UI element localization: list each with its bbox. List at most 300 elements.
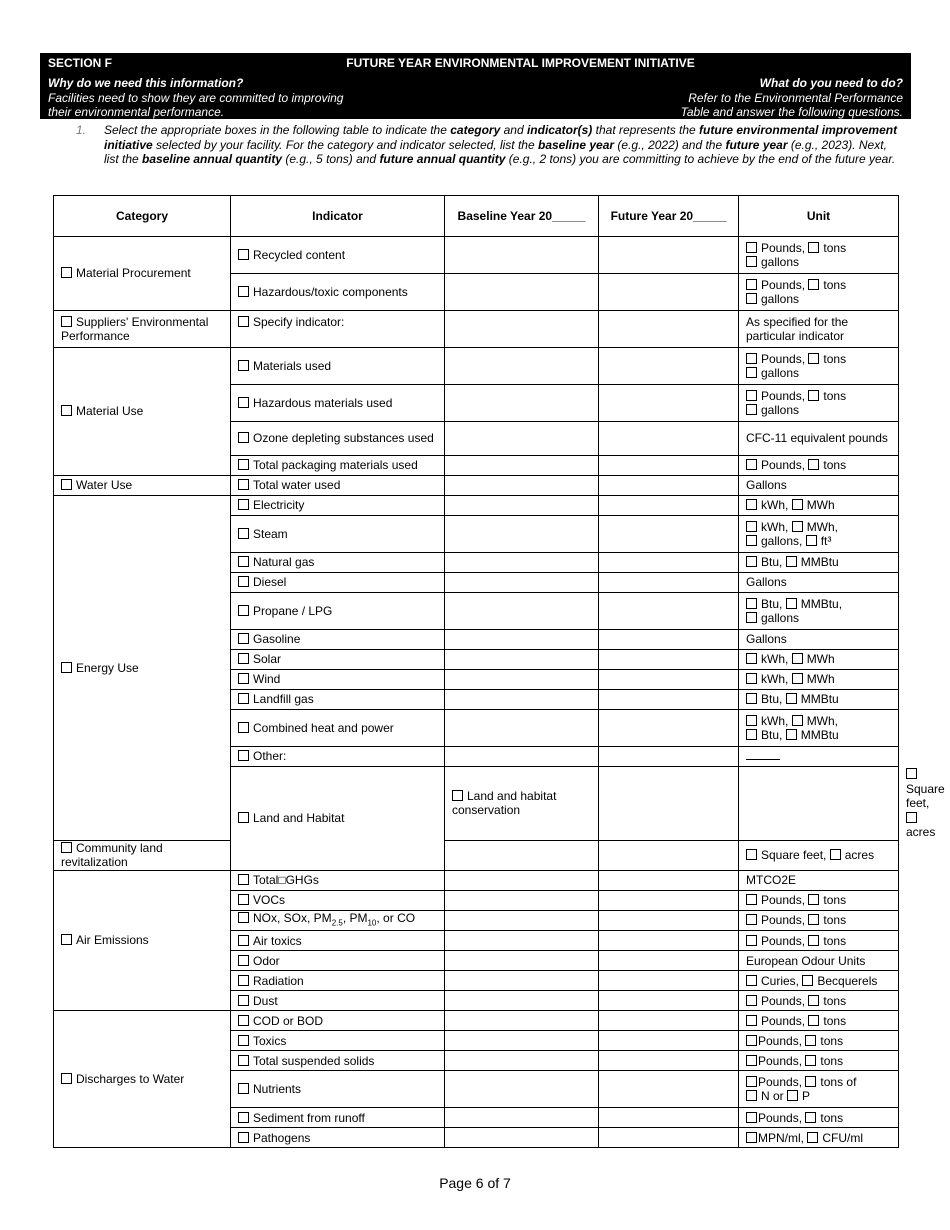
baseline-input-cell[interactable] <box>445 690 599 710</box>
future-input-cell[interactable] <box>599 274 739 311</box>
indicator-checkbox[interactable] <box>238 499 249 510</box>
indicator-label: Solar <box>253 652 282 667</box>
indicator-label: COD or BOD <box>253 1013 324 1028</box>
unit-checkbox[interactable] <box>746 693 757 704</box>
unit-checkbox[interactable] <box>746 1015 757 1026</box>
unit-label: kWh, <box>761 672 789 687</box>
indicator-label: , or CO <box>376 910 416 925</box>
category-label: Land and Habitat <box>253 811 345 825</box>
future-input-cell[interactable] <box>599 991 739 1011</box>
indicator-label: Pathogens <box>253 1130 311 1145</box>
indicator-label: Gasoline <box>253 632 301 647</box>
unit-cell <box>739 1031 899 1051</box>
future-input-cell[interactable] <box>599 670 739 690</box>
baseline-input-cell[interactable] <box>445 1108 599 1128</box>
indicator-checkbox[interactable] <box>238 316 249 327</box>
unit-cell <box>739 710 899 747</box>
unit-checkbox[interactable] <box>807 1132 818 1143</box>
indicator-label: Total□GHGs <box>253 872 319 887</box>
baseline-input-cell[interactable] <box>445 630 599 650</box>
indicator-label: Steam <box>253 526 288 541</box>
unit-cell: CFC-11 equivalent pounds <box>739 422 899 456</box>
indicator-checkbox[interactable] <box>238 955 249 966</box>
indicator-label: Diesel <box>253 575 287 590</box>
unit-label: tons <box>823 277 847 292</box>
table-header-row <box>54 196 899 237</box>
unit-checkbox[interactable] <box>746 612 757 623</box>
indicator-checkbox[interactable] <box>238 874 249 885</box>
col-header-baseline: Baseline Year 20_____ <box>445 196 599 237</box>
baseline-input-cell[interactable] <box>445 1031 599 1051</box>
category-checkbox[interactable] <box>61 479 72 490</box>
unit-cell: Gallons <box>739 476 899 496</box>
unit-label: MWh <box>806 672 835 687</box>
category-checkbox[interactable] <box>61 1073 72 1084</box>
unit-checkbox[interactable] <box>746 1090 757 1101</box>
unit-checkbox[interactable] <box>746 715 757 726</box>
indicator-cell <box>231 951 445 971</box>
category-label: Material Use <box>76 404 144 419</box>
baseline-input-cell[interactable] <box>445 385 599 422</box>
unit-cell <box>739 348 899 385</box>
unit-label: Pounds, <box>758 1110 803 1125</box>
unit-checkbox[interactable] <box>746 367 757 378</box>
indicator-label: NOx, SOx, PM <box>253 910 332 925</box>
future-input-cell[interactable] <box>599 747 739 767</box>
unit-label: Btu, <box>761 728 783 742</box>
future-input-cell[interactable] <box>599 516 739 553</box>
unit-checkbox[interactable] <box>786 729 797 740</box>
future-input-cell[interactable] <box>599 710 739 747</box>
unit-label: acres <box>844 847 875 862</box>
unit-checkbox[interactable] <box>746 729 757 740</box>
section-label: SECTION F <box>48 56 113 70</box>
indicator-checkbox[interactable] <box>238 432 249 443</box>
category-label: Discharges to Water <box>76 1072 185 1087</box>
category-checkbox[interactable] <box>61 934 72 945</box>
unit-checkbox[interactable] <box>746 653 757 664</box>
baseline-input-cell[interactable] <box>445 237 599 274</box>
indicator-checkbox[interactable] <box>238 653 249 664</box>
indicator-checkbox[interactable] <box>238 528 249 539</box>
instructions <box>76 123 904 167</box>
baseline-input-cell[interactable] <box>445 910 599 931</box>
future-input-cell[interactable] <box>599 1128 739 1148</box>
unit-checkbox[interactable] <box>746 535 757 546</box>
indicator-checkbox[interactable] <box>238 1015 249 1026</box>
category-checkbox[interactable] <box>61 267 72 278</box>
future-input-cell[interactable] <box>599 385 739 422</box>
baseline-input-cell[interactable] <box>445 840 599 870</box>
indicator-label: Hazardous/toxic components <box>253 284 408 299</box>
indicator-label: Hazardous materials used <box>253 395 393 410</box>
unit-checkbox[interactable] <box>746 499 757 510</box>
unit-checkbox[interactable] <box>746 935 757 946</box>
why-block <box>48 76 343 120</box>
indicator-checkbox[interactable] <box>238 935 249 946</box>
unit-checkbox[interactable] <box>906 812 917 823</box>
unit-checkbox[interactable] <box>786 598 797 609</box>
unit-label: tons <box>823 913 847 928</box>
section-title: FUTURE YEAR ENVIRONMENTAL IMPROVEMENT INITIATIVE <box>346 56 695 70</box>
unit-checkbox[interactable] <box>746 1132 757 1143</box>
future-input-cell[interactable] <box>599 593 739 630</box>
indicator-checkbox[interactable] <box>238 397 249 408</box>
baseline-input-cell[interactable] <box>445 650 599 670</box>
unit-label: gallons <box>761 292 800 306</box>
unit-label: Btu, <box>761 596 783 611</box>
indicator-cell <box>231 348 445 385</box>
future-input-cell[interactable] <box>599 553 739 573</box>
unit-checkbox[interactable] <box>746 242 757 253</box>
col-header-indicator: Indicator <box>231 196 445 237</box>
unit-cell <box>739 910 899 931</box>
unit-checkbox[interactable] <box>746 1055 757 1066</box>
baseline-input-cell[interactable] <box>445 422 599 456</box>
category-checkbox[interactable] <box>61 405 72 416</box>
unit-checkbox[interactable] <box>746 598 757 609</box>
unit-label: tons <box>823 458 847 473</box>
future-input-cell[interactable] <box>599 870 739 890</box>
future-input-cell[interactable] <box>739 767 899 841</box>
unit-checkbox[interactable] <box>786 556 797 567</box>
unit-label: tons <box>823 351 847 366</box>
baseline-input-cell[interactable] <box>445 1011 599 1031</box>
category-checkbox[interactable] <box>61 316 72 327</box>
unit-label: MMBtu <box>800 555 839 570</box>
category-checkbox[interactable] <box>61 662 72 673</box>
future-input-cell[interactable] <box>599 1031 739 1051</box>
baseline-input-cell[interactable] <box>445 516 599 553</box>
page-number: Page 6 of 7 <box>439 1175 511 1191</box>
future-input-cell[interactable] <box>599 311 739 348</box>
environmental-initiative-table <box>53 195 945 1148</box>
unit-checkbox[interactable] <box>746 975 757 986</box>
unit-checkbox[interactable] <box>808 894 819 905</box>
baseline-input-cell[interactable] <box>445 553 599 573</box>
unit-label: acres <box>906 825 936 839</box>
indicator-label: Total water used <box>253 478 341 493</box>
indicator-label: Dust <box>253 993 278 1008</box>
indicator-cell <box>231 237 445 274</box>
indicator-label: Specify indicator: <box>253 315 345 329</box>
baseline-input-cell[interactable] <box>445 931 599 951</box>
unit-checkbox[interactable] <box>808 1015 819 1026</box>
unit-cell <box>739 516 899 553</box>
unit-checkbox[interactable] <box>830 849 841 860</box>
future-input-cell[interactable] <box>599 951 739 971</box>
unit-label: tons <box>820 1110 844 1125</box>
unit-cell: Gallons <box>739 573 899 593</box>
unit-checkbox[interactable] <box>746 914 757 925</box>
unit-cell <box>739 971 899 991</box>
future-input-cell[interactable] <box>599 910 739 931</box>
future-input-cell[interactable] <box>599 1011 739 1031</box>
indicator-checkbox[interactable] <box>238 286 249 297</box>
indicator-cell <box>231 1071 445 1108</box>
baseline-input-cell[interactable] <box>445 951 599 971</box>
instr-text: that represents the <box>592 123 700 137</box>
unit-checkbox[interactable] <box>787 1090 798 1101</box>
unit-checkbox[interactable] <box>746 353 757 364</box>
baseline-input-cell[interactable] <box>445 456 599 476</box>
future-input-cell[interactable] <box>599 573 739 593</box>
unit-label: tons <box>823 1013 847 1028</box>
category-cell <box>54 476 231 496</box>
unit-label: kWh, <box>761 519 789 534</box>
indicator-cell <box>231 1128 445 1148</box>
unit-checkbox[interactable] <box>792 521 803 532</box>
indicator-checkbox[interactable] <box>452 790 463 801</box>
unit-checkbox[interactable] <box>792 673 803 684</box>
future-input-cell[interactable] <box>599 971 739 991</box>
baseline-input-cell[interactable] <box>445 890 599 910</box>
unit-label: kWh, <box>761 498 789 513</box>
future-input-cell[interactable] <box>599 1071 739 1108</box>
unit-checkbox[interactable] <box>792 715 803 726</box>
indicator-checkbox[interactable] <box>238 1132 249 1143</box>
indicator-label: Wind <box>253 672 281 687</box>
indicator-cell <box>231 456 445 476</box>
unit-label: Pounds, <box>761 277 806 292</box>
indicator-checkbox[interactable] <box>238 459 249 470</box>
instr-text: (e.g., 2023). Next, list the <box>104 137 887 166</box>
unit-checkbox[interactable] <box>746 256 757 267</box>
indicator-checkbox[interactable] <box>238 249 249 260</box>
indicator-label: Total suspended solids <box>253 1053 375 1068</box>
indicator-label: Electricity <box>253 498 305 513</box>
unit-checkbox[interactable] <box>808 279 819 290</box>
unit-checkbox[interactable] <box>805 1112 816 1123</box>
unit-cell <box>739 496 899 516</box>
unit-checkbox[interactable] <box>786 693 797 704</box>
baseline-input-cell[interactable] <box>445 496 599 516</box>
baseline-input-cell[interactable] <box>445 573 599 593</box>
baseline-input-cell[interactable] <box>445 1128 599 1148</box>
instr-text: selected by your facility. For the category and indicator selected, list the <box>152 137 538 152</box>
indicator-checkbox[interactable] <box>238 576 249 587</box>
indicator-checkbox[interactable] <box>238 894 249 905</box>
unit-checkbox[interactable] <box>746 673 757 684</box>
baseline-input-cell[interactable] <box>445 348 599 385</box>
instr-bold: baseline annual quantity <box>142 152 283 166</box>
table-row <box>54 870 899 890</box>
unit-checkbox[interactable] <box>808 914 819 925</box>
unit-checkbox[interactable] <box>792 499 803 510</box>
unit-cell <box>739 890 899 910</box>
unit-label: Pounds, <box>761 351 806 366</box>
unit-label: CFU/ml <box>822 1130 864 1145</box>
indicator-checkbox[interactable] <box>238 556 249 567</box>
indicator-label: , PM <box>342 910 368 925</box>
future-input-cell[interactable] <box>599 690 739 710</box>
baseline-input-cell[interactable] <box>445 476 599 496</box>
unit-checkbox[interactable] <box>808 390 819 401</box>
indicator-cell <box>231 274 445 311</box>
unit-checkbox[interactable] <box>805 1035 816 1046</box>
unit-label: kWh, <box>761 713 789 728</box>
indicator-checkbox[interactable] <box>238 479 249 490</box>
indicator-cell <box>231 971 445 991</box>
unit-checkbox[interactable] <box>792 653 803 664</box>
unit-label: Pounds, <box>758 1074 803 1089</box>
unit-checkbox[interactable] <box>806 535 817 546</box>
unit-label: gallons, <box>761 534 803 548</box>
indicator-checkbox[interactable] <box>238 1035 249 1046</box>
future-input-cell[interactable] <box>599 456 739 476</box>
indicator-cell <box>231 422 445 456</box>
unit-label: tons <box>823 388 847 403</box>
indicator-label: Community land revitalization <box>61 840 163 869</box>
unit-cell <box>739 237 899 274</box>
unit-cell <box>739 1108 899 1128</box>
unit-cell <box>739 593 899 630</box>
unit-checkbox[interactable] <box>808 242 819 253</box>
unit-checkbox[interactable] <box>746 894 757 905</box>
unit-label: kWh, <box>761 652 789 667</box>
unit-checkbox[interactable] <box>746 556 757 567</box>
unit-cell <box>739 385 899 422</box>
indicator-cell <box>231 1051 445 1071</box>
baseline-input-cell[interactable] <box>445 710 599 747</box>
unit-label: gallons <box>761 611 800 625</box>
indicator-checkbox[interactable] <box>238 975 249 986</box>
indicator-label: Ozone depleting substances used <box>253 431 434 446</box>
table-row <box>54 840 899 870</box>
unit-checkbox[interactable] <box>808 935 819 946</box>
unit-label: Pounds, <box>761 240 806 255</box>
unit-label: ft³ <box>820 534 832 548</box>
unit-checkbox[interactable] <box>746 521 757 532</box>
future-input-cell[interactable] <box>599 1108 739 1128</box>
indicator-label: Land and habitat conservation <box>452 788 557 818</box>
unit-label: MMBtu, <box>800 596 843 611</box>
indicator-cell <box>231 1108 445 1128</box>
unit-checkbox[interactable] <box>808 353 819 364</box>
unit-checkbox[interactable] <box>808 459 819 470</box>
unit-checkbox[interactable] <box>746 293 757 304</box>
indicator-checkbox[interactable] <box>238 750 249 761</box>
baseline-input-cell[interactable] <box>445 311 599 348</box>
unit-checkbox[interactable] <box>746 279 757 290</box>
col-header-category: Category <box>54 196 231 237</box>
indicator-cell <box>231 593 445 630</box>
indicator-checkbox[interactable] <box>238 673 249 684</box>
baseline-input-cell[interactable] <box>445 747 599 767</box>
unit-checkbox[interactable] <box>746 849 757 860</box>
future-input-cell[interactable] <box>599 840 739 870</box>
baseline-input-cell[interactable] <box>445 593 599 630</box>
unit-checkbox[interactable] <box>746 404 757 415</box>
indicator-label: Radiation <box>253 973 304 988</box>
future-input-cell[interactable] <box>599 476 739 496</box>
indicator-checkbox[interactable] <box>238 360 249 371</box>
indicator-checkbox[interactable] <box>238 1083 249 1094</box>
unit-label: MMBtu <box>800 728 839 742</box>
baseline-input-cell[interactable] <box>445 1051 599 1071</box>
unit-label: Btu, <box>761 692 783 707</box>
unit-cell <box>739 274 899 311</box>
indicator-checkbox[interactable] <box>61 842 72 853</box>
instr-text: (e.g., 5 tons) and <box>282 152 380 166</box>
baseline-input-cell[interactable] <box>445 670 599 690</box>
unit-blank-line[interactable] <box>746 750 780 760</box>
unit-checkbox[interactable] <box>746 1112 757 1123</box>
indicator-cell <box>54 840 231 870</box>
indicator-cell <box>231 910 445 931</box>
baseline-input-cell[interactable] <box>445 991 599 1011</box>
unit-cell <box>739 991 899 1011</box>
category-label: Material Procurement <box>76 266 191 281</box>
future-input-cell[interactable] <box>599 650 739 670</box>
unit-cell <box>739 1011 899 1031</box>
unit-checkbox[interactable] <box>906 768 917 779</box>
what-block <box>681 76 903 120</box>
unit-checkbox[interactable] <box>746 1035 757 1046</box>
unit-checkbox[interactable] <box>746 459 757 470</box>
category-cell <box>54 870 231 1011</box>
indicator-cell <box>445 767 599 841</box>
unit-label: gallons <box>761 403 800 417</box>
future-input-cell[interactable] <box>599 890 739 910</box>
baseline-input-cell[interactable] <box>445 971 599 991</box>
indicator-cell <box>231 670 445 690</box>
future-input-cell[interactable] <box>599 348 739 385</box>
future-input-cell[interactable] <box>599 630 739 650</box>
indicator-checkbox[interactable] <box>238 633 249 644</box>
unit-label: Pounds, <box>761 388 806 403</box>
indicator-checkbox[interactable] <box>238 722 249 733</box>
unit-checkbox[interactable] <box>802 975 813 986</box>
indicator-label: Propane / LPG <box>253 603 333 618</box>
indicator-label: Recycled content <box>253 247 346 262</box>
unit-checkbox[interactable] <box>805 1076 816 1087</box>
unit-checkbox[interactable] <box>808 995 819 1006</box>
indicator-label: Nutrients <box>253 1082 302 1097</box>
unit-checkbox[interactable] <box>746 995 757 1006</box>
future-input-cell[interactable] <box>599 237 739 274</box>
future-input-cell[interactable] <box>599 496 739 516</box>
what-line-1: Refer to the Environmental Performance <box>688 90 903 105</box>
future-input-cell[interactable] <box>599 422 739 456</box>
category-label: Air Emissions <box>76 933 149 948</box>
category-label: Energy Use <box>76 660 139 675</box>
baseline-input-cell[interactable] <box>445 870 599 890</box>
unit-checkbox[interactable] <box>746 390 757 401</box>
future-input-cell[interactable] <box>599 1051 739 1071</box>
category-cell <box>54 1011 231 1148</box>
unit-label: tons <box>823 993 847 1008</box>
unit-checkbox[interactable] <box>746 1076 757 1087</box>
what-heading: What do you need to do? <box>759 76 903 90</box>
indicator-checkbox[interactable] <box>238 1112 249 1123</box>
unit-label: Pounds, <box>758 1033 803 1048</box>
indicator-checkbox[interactable] <box>238 912 249 923</box>
baseline-input-cell[interactable] <box>445 274 599 311</box>
indicator-label: Combined heat and power <box>253 720 394 735</box>
indicator-checkbox[interactable] <box>238 605 249 616</box>
indicator-checkbox[interactable] <box>238 1055 249 1066</box>
unit-cell <box>739 650 899 670</box>
future-input-cell[interactable] <box>599 931 739 951</box>
baseline-input-cell[interactable] <box>599 767 739 841</box>
instruction-text <box>104 123 904 167</box>
unit-checkbox[interactable] <box>805 1055 816 1066</box>
category-checkbox[interactable] <box>238 812 249 823</box>
indicator-checkbox[interactable] <box>238 995 249 1006</box>
indicator-checkbox[interactable] <box>238 693 249 704</box>
baseline-input-cell[interactable] <box>445 1071 599 1108</box>
